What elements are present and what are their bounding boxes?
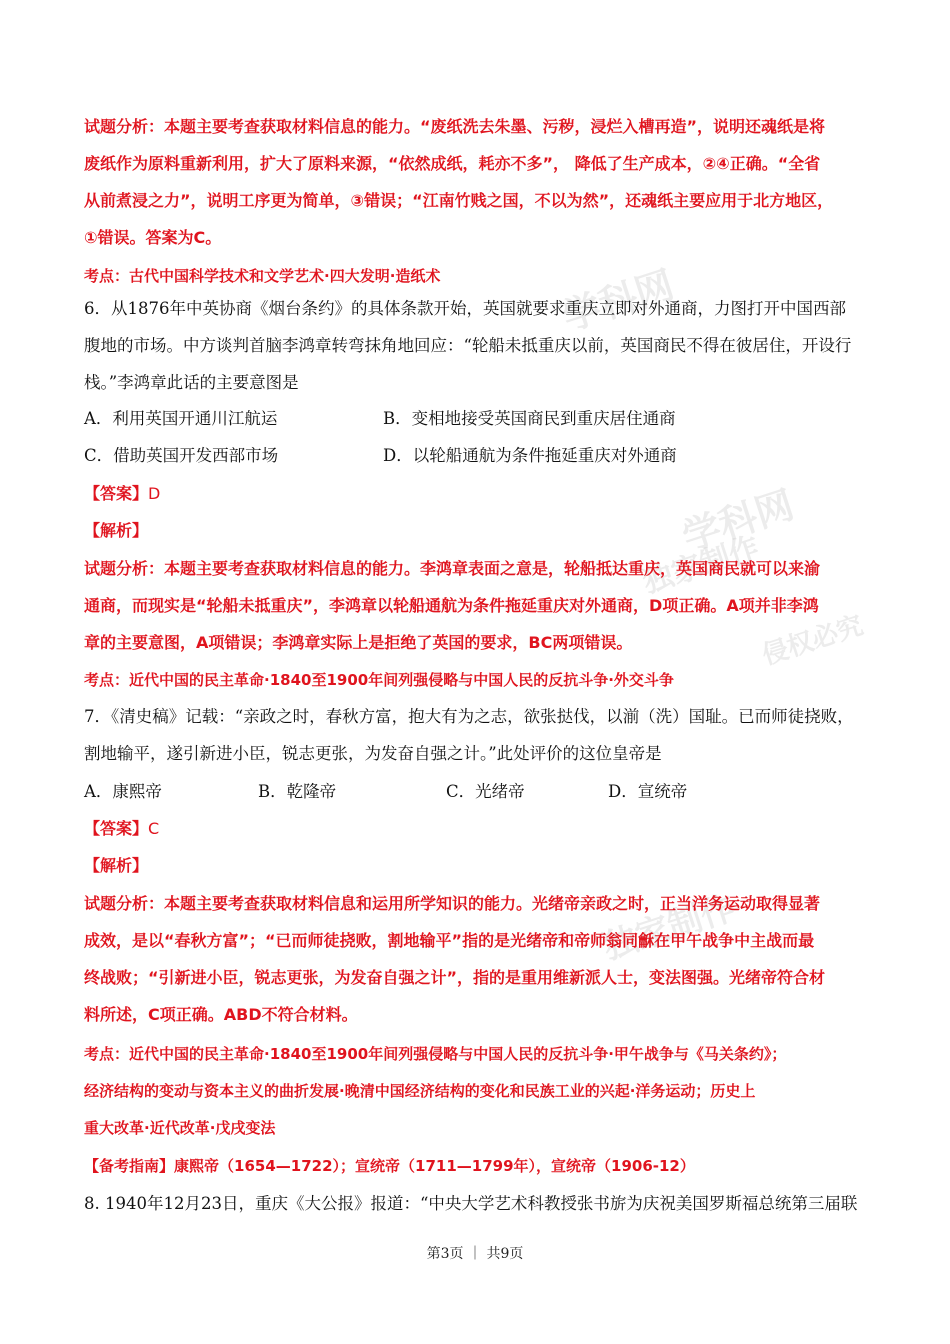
q7-kaodian-line: 重大改革·近代改革·戊戌变法 <box>84 1119 276 1137</box>
q7-analysis-line: 料所述，C项正确。ABD不符合材料。 <box>84 1005 358 1024</box>
answer-value: C <box>148 819 160 838</box>
q7-guide <box>84 1154 695 1178</box>
q5-analysis-line: 试题分析：本题主要考查获取材料信息的能力。“废纸洗去朱墨、污秽，浸烂入槽再造”，说明还魂纸是将 <box>84 117 826 136</box>
q6-option-b: B．变相地接受英国商民到重庆居住通商 <box>383 409 676 428</box>
q6-analysis-line: 通商，而现实是“轮船未抵重庆”，李鸿章以轮船通航为条件拖延重庆对外通商，D项正确。A项并非李鸿 <box>84 596 819 615</box>
q7-kaodian-line: 经济结构的变动与资本主义的曲折发展·晚清中国经济结构的变化和民族工业的兴起·洋务运动；历史上 <box>84 1082 756 1100</box>
q7-stem-line: 7．《清史稿》记载：“亲政之时，春秋方富，抱大有为之志，欲张挞伐，以湔（洗）国耻。已而师徒挠败， <box>84 707 854 726</box>
q7-analysis-line: 成效，是以“春秋方富”；“已而师徒挠败，割地输平”指的是光绪帝和帝师翁同龢在甲午战争中主战而最 <box>84 931 815 950</box>
q6-kaodian: 考点：近代中国的民主革命·1840至1900年间列强侵略与中国人民的反抗斗争·外交斗争 <box>84 671 674 689</box>
answer-label: 【答案】 <box>84 484 149 503</box>
q7-kaodian-line: 考点：近代中国的民主革命·1840至1900年间列强侵略与中国人民的反抗斗争·甲午战争与《马关条约》； <box>84 1045 787 1063</box>
q7-answer <box>84 817 159 841</box>
guide-label: 【备考指南】 <box>84 1157 175 1175</box>
q8-stem-line: 8. 1940年12月23日，重庆《大公报》报道：“中央大学艺术科教授张书旂为庆祝美国罗斯福总统第三届联 <box>84 1194 858 1213</box>
q6-analysis-line: 章的主要意图，A项错误；李鸿章实际上是拒绝了英国的要求，BC两项错误。 <box>84 633 633 652</box>
q6-stem-line: 6．从1876年中英协商《烟台条约》的具体条款开始，英国就要求重庆立即对外通商，力图打开中国西部 <box>84 299 846 318</box>
q6-option-d: D．以轮船通航为条件拖延重庆对外通商 <box>383 446 677 465</box>
q7-option-c: C．光绪帝 <box>446 782 525 801</box>
q6-answer <box>84 482 160 506</box>
q5-analysis-line: 从前煮浸之力”，说明工序更为简单，③错误；“江南竹贱之国，不以为然”，还魂纸主要应用于北方地区， <box>84 191 834 210</box>
watermark: 侵权必究 <box>758 610 867 672</box>
q7-jiexi-label: 【解析】 <box>84 856 149 875</box>
answer-label: 【答案】 <box>84 819 149 838</box>
q5-analysis-line: 废纸作为原料重新利用，扩大了原料来源，“依然成纸，耗亦不多”， 降低了生产成本，②④正确。“全省 <box>84 154 821 173</box>
q5-analysis-line: ①错误。答案为C。 <box>84 228 222 247</box>
watermark: 独家制作 <box>638 530 764 601</box>
q7-option-d: D．宣统帝 <box>608 782 688 801</box>
q7-stem-line: 割地输平，遂引新进小臣，锐志更张，为发奋自强之计。”此处评价的这位皇帝是 <box>84 744 662 763</box>
q7-option-a: A．康熙帝 <box>84 782 162 801</box>
page-footer: 第3页 ｜ 共9页 <box>426 1246 524 1262</box>
watermark: 学科网 <box>557 262 680 340</box>
q6-jiexi-label: 【解析】 <box>84 521 149 540</box>
q6-option-a: A．利用英国开通川江航运 <box>84 409 278 428</box>
q7-analysis-line: 终战败；“引新进小臣，锐志更张，为发奋自强之计”，指的是重用维新派人士，变法图强。光绪帝符合材 <box>84 968 826 987</box>
watermark: 学科网 <box>677 482 800 560</box>
answer-value: D <box>148 484 161 503</box>
q7-analysis-line: 试题分析：本题主要考查获取材料信息和运用所学知识的能力。光绪帝亲政之时，正当洋务运动取得显著 <box>84 894 821 913</box>
q6-stem-line: 栈。”李鸿章此话的主要意图是 <box>84 373 299 392</box>
q6-stem-line: 腹地的市场。中方谈判首脑李鸿章转弯抹角地回应：“轮船未抵重庆以前，英国商民不得在彼居住，开设行 <box>84 336 852 355</box>
watermark: 独家制作 <box>598 887 740 968</box>
guide-text: 康熙帝（1654—1722）；宣统帝（1711—1799年），宣统帝（1906-12） <box>174 1157 695 1175</box>
q6-analysis-line: 试题分析：本题主要考查获取材料信息的能力。李鸿章表面之意是，轮船抵达重庆，英国商民就可以来渝 <box>84 559 821 578</box>
q6-option-c: C．借助英国开发西部市场 <box>84 446 279 465</box>
q5-kaodian: 考点：古代中国科学技术和文学艺术·四大发明·造纸术 <box>84 267 441 285</box>
q7-option-b: B．乾隆帝 <box>258 782 337 801</box>
